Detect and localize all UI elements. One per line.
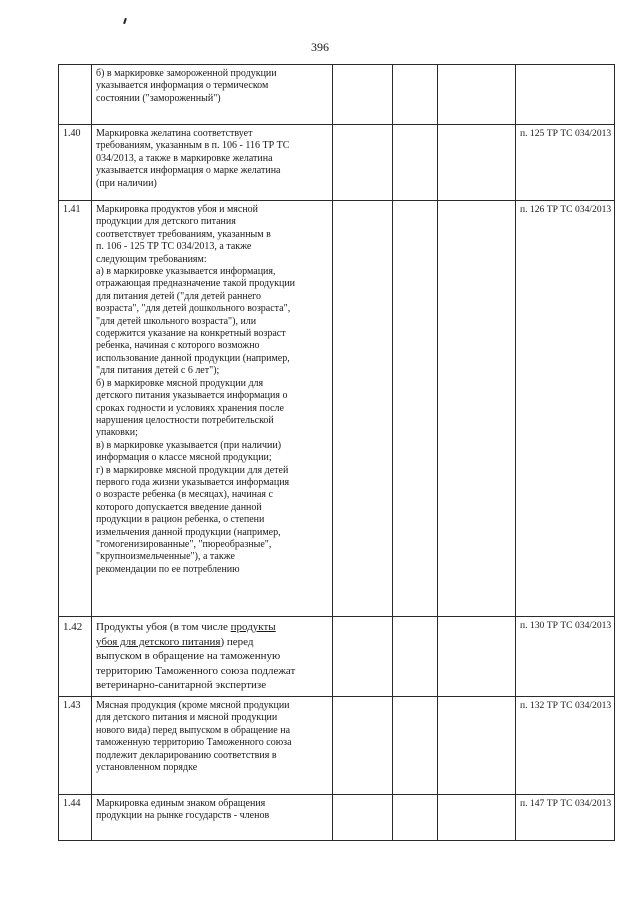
underlined-phrase: продукты убоя для детского питания bbox=[96, 621, 276, 648]
empty-cell bbox=[333, 795, 393, 841]
empty-cell bbox=[438, 795, 516, 841]
empty-cell bbox=[438, 65, 516, 125]
empty-cell bbox=[393, 795, 438, 841]
row-number: 1.43 bbox=[59, 697, 92, 795]
page-number: 396 bbox=[311, 40, 329, 54]
table-row bbox=[59, 795, 615, 841]
regulation-reference: п. 132 ТР ТС 034/2013 bbox=[516, 697, 615, 795]
requirement-text bbox=[92, 617, 333, 697]
regulation-reference: п. 147 ТР ТС 034/2013 bbox=[516, 795, 615, 841]
empty-cell bbox=[438, 697, 516, 795]
requirement-text-part: Продукты убоя (в том числе bbox=[96, 621, 231, 633]
requirement-text: Маркировка желатина соответствует требованиям, указанным в п. 106 - 116 ТР ТС 034/2013, а также в маркировке желатина указывается информация о марке желатина (при наличии) bbox=[92, 125, 333, 201]
empty-cell bbox=[333, 125, 393, 201]
requirement-text: б) в маркировке замороженной продукции указывается информация о термическом состоянии ("замороженный") bbox=[92, 65, 333, 125]
row-number: 1.42 bbox=[59, 617, 92, 697]
scan-artifact-mark bbox=[123, 18, 127, 24]
empty-cell bbox=[333, 697, 393, 795]
empty-cell bbox=[438, 201, 516, 617]
requirement-text-part: ) перед выпуском в обращение на таможенную территорию Таможенного союза подлежат ветеринарно-санитарной экспертизе bbox=[96, 635, 296, 692]
empty-cell bbox=[393, 201, 438, 617]
regulation-reference bbox=[516, 65, 615, 125]
table-row bbox=[59, 617, 615, 697]
regulation-reference: п. 126 ТР ТС 034/2013 bbox=[516, 201, 615, 617]
requirement-text: Мясная продукция (кроме мясной продукции для детского питания и мясной продукции нового вида) перед выпуском в обращение на таможенную территорию Таможенного союза подлежит декларированию соответствия в установленном порядке bbox=[92, 697, 333, 795]
table-row bbox=[59, 697, 615, 795]
requirement-text: Маркировка продуктов убоя и мясной продукции для детского питания соответствует требованиям, указанным в п. 106 - 125 ТР ТС 034/2013, а также следующим требованиям: а) в маркировке указывается информация, отражающая предназначение такой продукции для питания детей ("для детей раннего возраста", "для детей дошкольного возраста", "для детей школьного возраста"), или содержится указание на конкретный возраст ребенка, начиная с которого возможно использование данной продукции (например, "для питания детей с 6 лет"); б) в маркировке мясной продукции для детского питания указывается информация о сроках годности и условиях хранения после нарушения целостности потребительской упаковки; в) в маркировке указывается (при наличии) информация о классе мясной продукции; г) в маркировке мясной продукции для детей первого года жизни указывается информация о возрасте ребенка (в месяцах), начиная с которого допускается введение данной продукции в рацион ребенка, о степени измельчения данной продукции (например, "гомогенизированные", "пюреобразные", "крупноизмельченные"), а также рекомендации по ее потреблению bbox=[92, 201, 333, 617]
empty-cell bbox=[393, 697, 438, 795]
regulation-reference: п. 125 ТР ТС 034/2013 bbox=[516, 125, 615, 201]
table-row bbox=[59, 125, 615, 201]
requirement-text: Маркировка единым знаком обращения продукции на рынке государств - членов bbox=[92, 795, 333, 841]
empty-cell bbox=[333, 201, 393, 617]
row-number: 1.40 bbox=[59, 125, 92, 201]
empty-cell bbox=[393, 65, 438, 125]
row-number: 1.41 bbox=[59, 201, 92, 617]
regulation-reference: п. 130 ТР ТС 034/2013 bbox=[516, 617, 615, 697]
row-number: 1.44 bbox=[59, 795, 92, 841]
table-row bbox=[59, 65, 615, 125]
empty-cell bbox=[393, 125, 438, 201]
row-number bbox=[59, 65, 92, 125]
empty-cell bbox=[438, 125, 516, 201]
regulation-table bbox=[58, 64, 615, 841]
empty-cell bbox=[333, 617, 393, 697]
empty-cell bbox=[438, 617, 516, 697]
table-row bbox=[59, 201, 615, 617]
empty-cell bbox=[333, 65, 393, 125]
empty-cell bbox=[393, 617, 438, 697]
